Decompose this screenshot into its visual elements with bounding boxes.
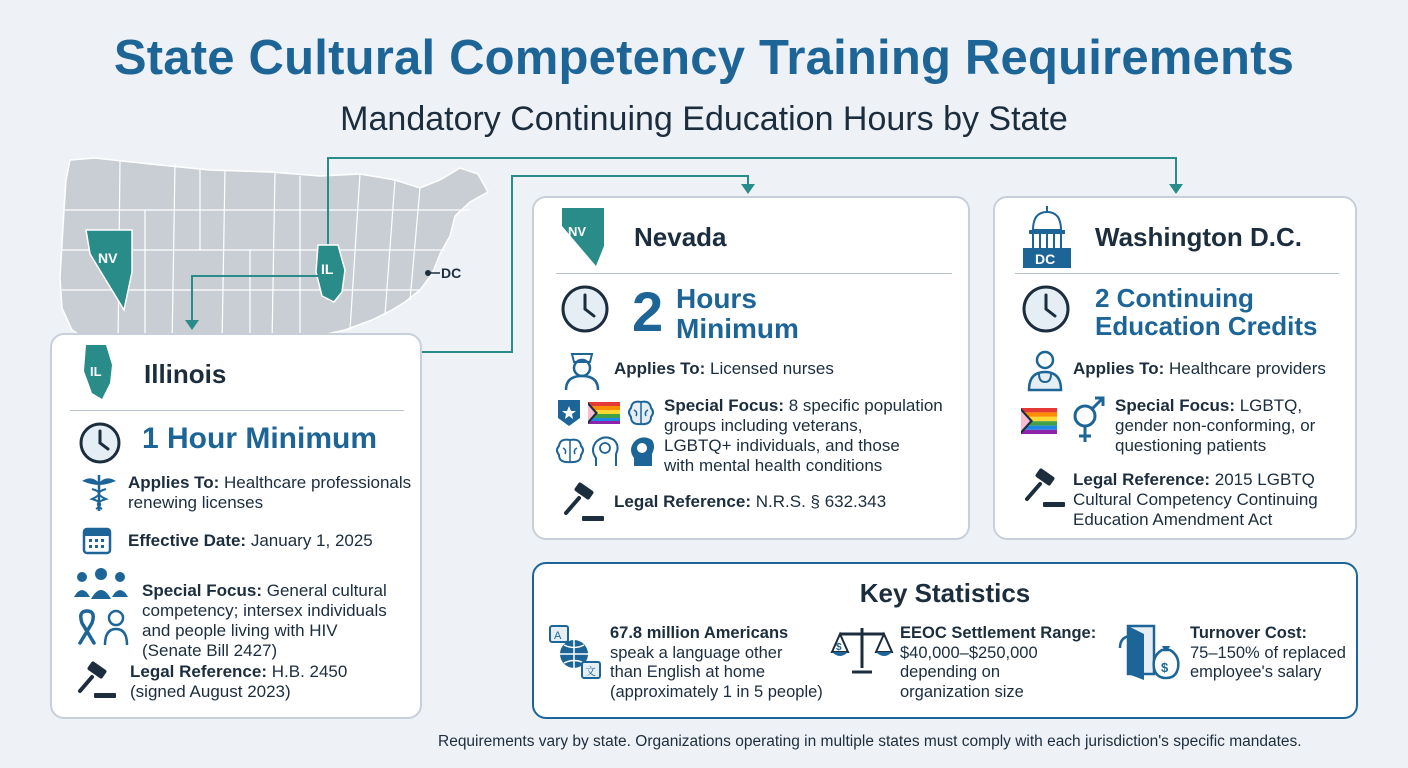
illinois-applies: Applies To: Healthcare professionals renewing licenses [128, 473, 412, 512]
key-statistics-title: Key Statistics [859, 578, 1031, 608]
page-title: State Cultural Competency Training Requirements [113, 31, 1295, 85]
nevada-card [532, 196, 970, 540]
footer-note: Requirements vary by state. Organizations operating in multiple states must comply with each jurisdiction's specific mandates. [438, 733, 1302, 750]
dc-name: Washington D.C. [1095, 222, 1303, 252]
stat-turnover: Turnover Cost: 75–150% of replaced employee's salary [1190, 624, 1346, 681]
dc-legal-reference: Legal Reference: 2015 LGBTQ Cultural Competency Continuing Education Amendment Act [1073, 470, 1318, 529]
gavel-icon [560, 482, 606, 524]
map-label-il: IL [321, 261, 334, 277]
svg-text:DC: DC [1035, 251, 1056, 267]
map-label-nv: NV [98, 250, 118, 266]
key-statistics-panel [532, 562, 1358, 719]
nevada-req-number: 2 [632, 280, 664, 343]
doctor-icon [1025, 348, 1065, 392]
person-icon [102, 607, 130, 647]
illinois-special-focus: Special Focus: General cultural competency; intersex individuals and people living with HIV (Senate Bill 2427) [142, 581, 387, 660]
divider [1015, 273, 1339, 274]
nevada-applies: Applies To: Licensed nurses [614, 359, 834, 378]
head-profile-icon [626, 434, 656, 468]
nevada-name: Nevada [634, 222, 727, 252]
illinois-legal-reference: Legal Reference: H.B. 2450 (signed August 2023) [130, 662, 348, 701]
page-subtitle: Mandatory Continuing Education Hours by State [340, 100, 1068, 138]
dc-applies: Applies To: Healthcare providers [1073, 359, 1326, 378]
calendar-icon [82, 525, 112, 555]
illinois-requirement: 1 Hour Minimum [142, 422, 378, 455]
svg-text:$: $ [836, 642, 842, 653]
nevada-legal-reference: Legal Reference: N.R.S. § 632.343 [614, 492, 887, 511]
nevada-state-icon [560, 206, 606, 268]
turnover-door-icon [1116, 622, 1180, 682]
svg-text:NV: NV [568, 224, 587, 239]
dc-requirement: 2 Continuing Education Credits [1095, 283, 1318, 342]
svg-text:文: 文 [585, 665, 596, 678]
gavel-icon [1021, 468, 1067, 510]
nurse-icon [562, 348, 602, 392]
brain-outline-icon [554, 436, 586, 466]
illinois-card [50, 333, 422, 719]
pride-flag-icon [588, 402, 620, 424]
dc-card [993, 196, 1357, 540]
pride-flag-icon [1021, 408, 1057, 434]
scales-icon [830, 624, 894, 676]
divider [70, 410, 404, 411]
language-globe-icon [548, 624, 604, 680]
illinois-state-icon [80, 343, 116, 401]
illinois-name: Illinois [144, 359, 227, 389]
nevada-req-unit: Hours Minimum [676, 283, 799, 345]
clock-icon [1021, 284, 1071, 334]
awareness-ribbon-icon [74, 607, 100, 647]
nevada-special-focus: Special Focus: 8 specific population groups including veterans, LGBTQ+ individuals, and those with mental health conditions [664, 396, 943, 475]
map-label-dc: DC [441, 265, 462, 281]
stat-language: 67.8 million Americans speak a language other than English at home (approximately 1 in 5 people) [610, 624, 823, 701]
military-badge-icon [556, 398, 582, 428]
clock-icon [78, 421, 122, 465]
stat-eeoc: EEOC Settlement Range: $40,000–$250,000 depending on organization size [900, 624, 1097, 701]
gavel-icon [74, 661, 118, 701]
svg-text:IL: IL [90, 364, 102, 379]
brain-icon [626, 398, 656, 428]
capitol-icon [1015, 204, 1079, 270]
clock-icon [560, 284, 610, 334]
people-group-icon [72, 567, 130, 603]
caduceus-icon [74, 473, 124, 513]
dc-special-focus: Special Focus: LGBTQ, gender non-conforming, or questioning patients [1115, 396, 1316, 455]
illinois-effective-date: Effective Date: January 1, 2025 [128, 531, 373, 550]
svg-text:$: $ [1161, 660, 1169, 675]
divider [556, 273, 952, 274]
gender-symbol-icon [1067, 396, 1107, 446]
svg-text:A: A [554, 630, 562, 642]
head-lightbulb-icon [590, 434, 620, 468]
